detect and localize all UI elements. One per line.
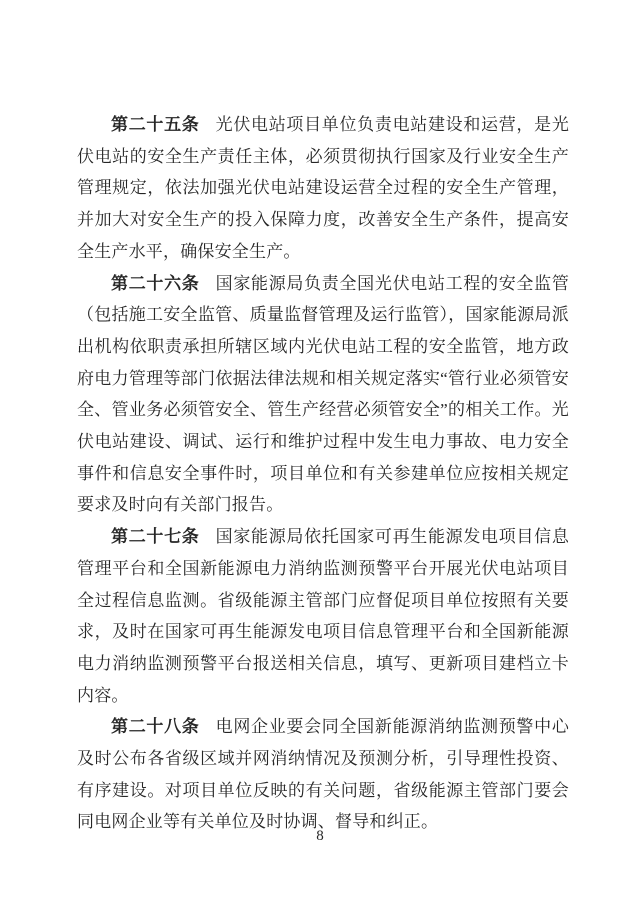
article-27-paragraph (77, 521, 569, 711)
article-25-paragraph (77, 109, 569, 268)
article-26-number: 第二十六条 (111, 273, 200, 293)
article-25-number: 第二十五条 (111, 115, 200, 134)
article-26-paragraph (77, 268, 569, 522)
document-body (77, 109, 569, 838)
article-28-text: 电网企业要会同全国新能源消纳监测预警中心及时公布各省级区域并网消纳情况及预测分析，引导理性投资、有序建设。对项目单位反映的有关问题，省级能源主管部门要会同电网企业等有关单位及时协调、督导和纠正。 (77, 717, 570, 832)
article-26-text: 国家能源局负责全国光伏电站工程的安全监管（包括施工安全监管、质量监督管理及运行监管），国家能源局派出机构依职责承担所辖区域内光伏电站工程的安全监管，地方政府电力管理等部门依据法律法规和相关规定落实“管行业必须管安全、管业务必须管安全、管生产经营必须管安全”的相关工作。光伏电站建设、调试、运行和维护过程中发生电力事故、电力安全事件和信息安全事件时，项目单位和有关参建单位应按相关规定要求及时向有关部门报告。 (77, 273, 570, 515)
article-27-number: 第二十七条 (111, 527, 200, 547)
article-28-number: 第二十八条 (111, 717, 200, 737)
article-27-text: 国家能源局依托国家可再生能源发电项目信息管理平台和全国新能源电力消纳监测预警平台开展光伏电站项目全过程信息监测。省级能源主管部门应督促项目单位按照有关要求，及时在国家可再生能源发电项目信息管理平台和全国新能源电力消纳监测预警平台报送相关信息，填写、更新项目建档立卡内容。 (77, 527, 570, 705)
page-number: 8 (316, 828, 324, 844)
article-25-text: 光伏电站项目单位负责电站建设和运营，是光伏电站的安全生产责任主体，必须贯彻执行国家及行业安全生产管理规定，依法加强光伏电站建设运营全过程的安全生产管理，并加大对安全生产的投入保障力度，改善安全生产条件，提高安全生产水平，确保安全生产。 (77, 115, 570, 261)
article-28-paragraph (77, 711, 569, 838)
